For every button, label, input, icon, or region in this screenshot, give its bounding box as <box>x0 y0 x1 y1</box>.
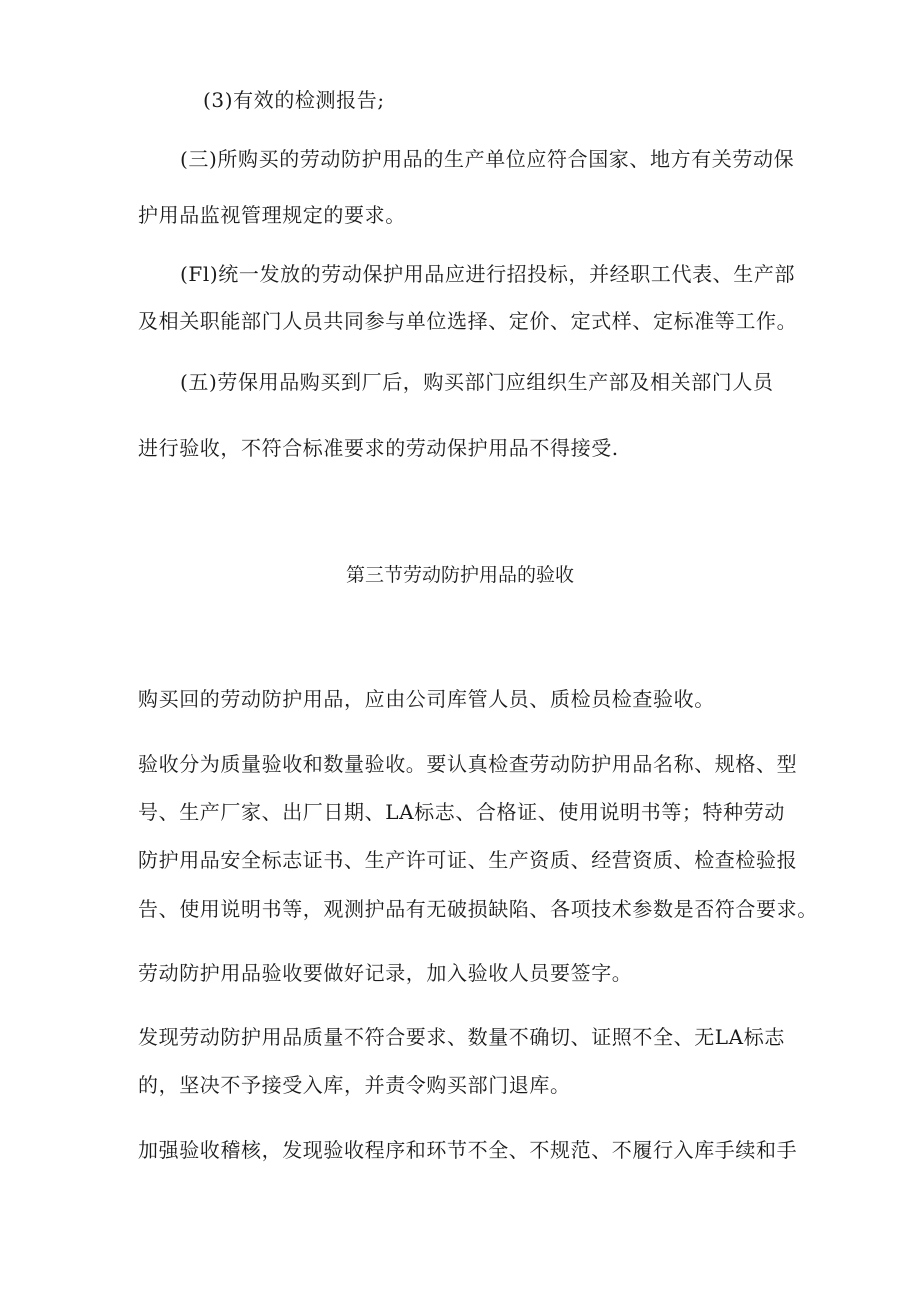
item-si-line-1: (Fl)统一发放的劳动保护用品应进行招投标，并经职工代表、生产部 <box>180 262 796 286</box>
item-wu-line-1: (五)劳保用品购买到厂后，购买部门应组织生产部及相关部门人员 <box>180 370 774 394</box>
section-heading: 第三节劳动防护用品的验收 <box>345 564 574 586</box>
paragraph-acceptance-line-2: 号、生产厂家、出厂日期、LA标志、合格证、使用说明书等；特种劳动 <box>138 800 785 824</box>
item-wu-line-2: 进行验收，不符合标准要求的劳动保护用品不得接受. <box>138 436 619 460</box>
paragraph-acceptance-line-4: 告、使用说明书等，观测护品有无破损缺陷、各项技术参数是否符合要求。 <box>138 897 818 921</box>
paragraph-rejection-line-1: 发现劳动防护用品质量不符合要求、数量不确切、证照不全、无LA标志 <box>138 1025 785 1049</box>
paragraph-purchase-inspection: 购买回的劳动防护用品，应由公司库管人员、质检员检查验收。 <box>138 687 715 711</box>
item-si-line-2: 及相关职能部门人员共同参与单位选择、定价、定式样、定标准等工作。 <box>138 309 798 333</box>
paragraph-acceptance-line-3: 防护用品安全标志证书、生产许可证、生产资质、经营资质、检查检验报 <box>138 848 798 872</box>
item-san-line-1: (三)所购买的劳动防护用品的生产单位应符合国家、地方有关劳动保 <box>180 147 795 171</box>
paragraph-rejection-line-2: 的，坚决不予接受入库，并责令购买部门退库。 <box>138 1073 571 1097</box>
paragraph-audit: 加强验收稽核，发现验收程序和环节不全、不规范、不履行入库手续和手 <box>138 1138 798 1162</box>
item-san-line-2: 护用品监视管理规定的要求。 <box>138 203 406 227</box>
item-3-valid-report: (3)有效的检测报告; <box>203 88 385 112</box>
paragraph-record-keeping: 劳动防护用品验收要做好记录，加入验收人员要签字。 <box>138 961 633 985</box>
paragraph-acceptance-line-1: 验收分为质量验收和数量验收。要认真检查劳动防护用品名称、规格、型 <box>138 752 798 776</box>
